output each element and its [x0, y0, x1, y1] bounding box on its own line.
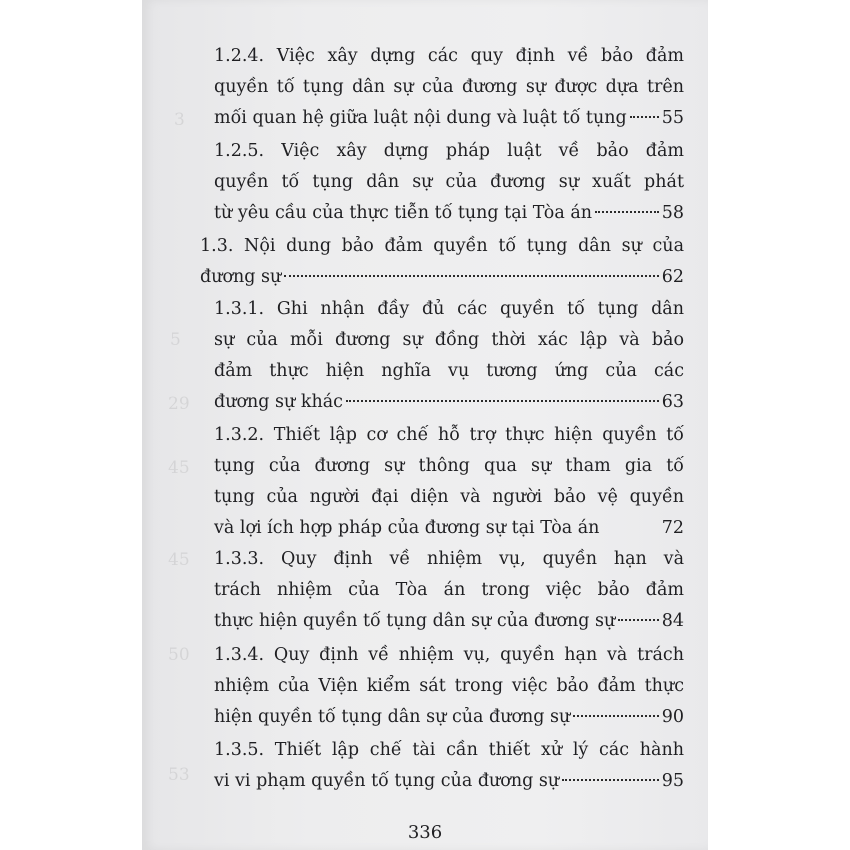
toc-entry-1-2-4[interactable]: [214, 41, 684, 134]
toc-entry-line: thực hiện quyền tố tụng dân sự của đương sự: [214, 611, 616, 631]
dot-leader: [562, 779, 659, 781]
toc-entry-1-3-2[interactable]: [214, 420, 684, 544]
dot-leader: [595, 211, 659, 213]
dot-leader: [284, 275, 658, 277]
bleed-through-mark: 53: [168, 765, 190, 785]
dot-leader: [573, 715, 658, 717]
toc-entry-line: 1.2.4. Việc xây dựng các quy định về bảo đảm: [214, 46, 684, 66]
toc-entry-1-3-3[interactable]: [214, 544, 684, 637]
toc-entry-line: quyền tố tụng dân sự của đương sự xuất phát: [214, 172, 684, 192]
toc-entry-line: 1.3.4. Quy định về nhiệm vụ, quyền hạn và trách: [214, 645, 684, 665]
toc-entry-last-line: [200, 262, 684, 293]
toc-entry-line: 1.3.3. Quy định về nhiệm vụ, quyền hạn và: [214, 549, 684, 569]
toc-entry-line: 1.3. Nội dung bảo đảm quyền tố tụng dân sự của: [200, 236, 684, 256]
dot-leader: [346, 400, 659, 402]
toc-entry-last-line: [214, 766, 684, 797]
bleed-through-mark: 5: [170, 330, 181, 350]
toc-entry-line: trách nhiệm của Tòa án trong việc bảo đảm: [214, 580, 684, 600]
bleed-through-mark: 45: [168, 458, 190, 478]
toc-page-number: 58: [661, 203, 684, 223]
toc-entry-line: tụng của người đại diện và người bảo vệ quyền: [214, 487, 684, 507]
toc-entry-1-3-1[interactable]: [214, 294, 684, 418]
toc-entry-line: mối quan hệ giữa luật nội dung và luật tố tụng: [214, 108, 627, 128]
toc-entry-1-3-5[interactable]: [214, 735, 684, 797]
toc-entry-line: tụng của đương sự thông qua sự tham gia tố: [214, 456, 684, 476]
page-number: 336: [407, 822, 443, 843]
toc-page-number: 84: [661, 611, 684, 631]
bleed-through-mark: 29: [168, 394, 190, 414]
toc-entry-line: đảm thực hiện nghĩa vụ tương ứng của các: [214, 361, 684, 381]
toc-entry-line: hiện quyền tố tụng dân sự của đương sự: [214, 707, 571, 727]
toc-page-number: 55: [661, 108, 684, 128]
toc-entry-line: 1.3.2. Thiết lập cơ chế hỗ trợ thực hiện quyền tố: [214, 425, 684, 445]
toc-page-number: 72: [661, 518, 684, 538]
toc-entry-line: nhiệm của Viện kiểm sát trong việc bảo đảm thực: [214, 676, 684, 696]
toc-page-number: 90: [661, 707, 684, 727]
toc-entry-line: 1.3.5. Thiết lập chế tài cần thiết xử lý các hành: [214, 740, 684, 760]
toc-entry-1-2-5[interactable]: [214, 136, 684, 229]
toc-entry-line: và lợi ích hợp pháp của đương sự tại Tòa án: [214, 518, 600, 538]
toc-entry-line: 1.3.1. Ghi nhận đầy đủ các quyền tố tụng dân: [214, 299, 684, 319]
toc-entry-last-line: [214, 702, 684, 733]
toc-page-number: 62: [661, 267, 684, 287]
toc-entry-last-line: [214, 387, 684, 418]
dot-leader: [602, 526, 658, 528]
toc-entry-last-line: [214, 198, 684, 229]
toc-entry-last-line: [214, 103, 684, 134]
book-page: [142, 0, 708, 850]
toc-page-number: 63: [661, 392, 684, 412]
toc-entry-line: 1.2.5. Việc xây dựng pháp luật về bảo đảm: [214, 141, 684, 161]
bleed-through-mark: 50: [168, 645, 190, 665]
toc-entry-line: đương sự: [200, 267, 282, 287]
toc-entry-line: sự của mỗi đương sự đồng thời xác lập và bảo: [214, 330, 684, 350]
toc-entry-last-line: [214, 513, 684, 544]
dot-leader: [630, 116, 659, 118]
bleed-through-mark: 3: [174, 110, 185, 130]
bleed-through-mark: 45: [168, 550, 190, 570]
dot-leader: [618, 619, 658, 621]
toc-entry-1-3[interactable]: [200, 231, 684, 293]
toc-entry-line: quyền tố tụng dân sự của đương sự được dựa trên: [214, 77, 684, 97]
toc-entry-last-line: [214, 606, 684, 637]
toc-page-number: 95: [661, 771, 684, 791]
toc-entry-line: vi vi phạm quyền tố tụng của đương sự: [214, 771, 560, 791]
toc-entry-line: từ yêu cầu của thực tiễn tố tụng tại Tòa án: [214, 203, 593, 223]
toc-entry-line: đương sự khác: [214, 392, 343, 412]
toc-entry-1-3-4[interactable]: [214, 640, 684, 733]
